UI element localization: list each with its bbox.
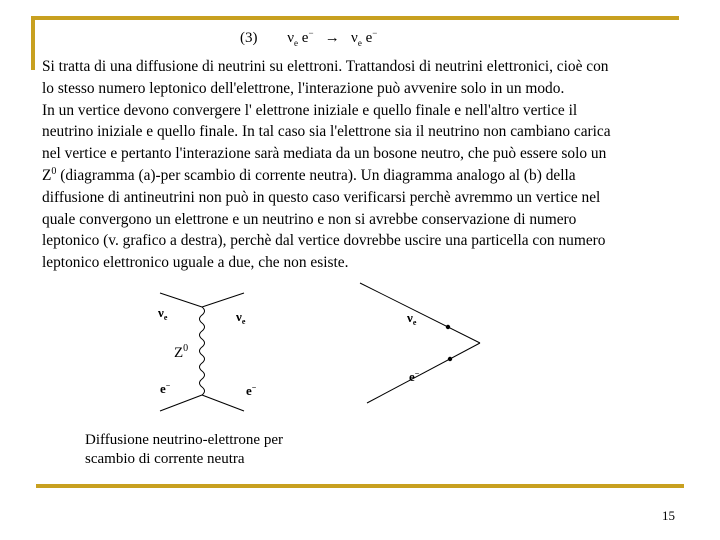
- body-line: Si tratta di una diffusione di neutrini su elettroni. Trattandosi di neutrini elettronici, cioè con: [42, 58, 609, 75]
- diagram-a-label: e−: [246, 383, 257, 398]
- feynman-diagram-neutral-current: [140, 285, 280, 420]
- electron-line: [367, 343, 480, 403]
- outgoing-neutrino-line: [202, 293, 244, 307]
- body-line: diffusione di antineutrini non può in questo caso verificarsi perchè avremmo un vertice nel: [42, 188, 601, 206]
- diagram-b-label: $\nu_e$: [407, 310, 417, 327]
- reaction-equation: [240, 28, 377, 48]
- body-line: $Z^0$ (diagramma (a)-per scambio di corrente neutra). Un diagramma analogo al (b) della: [42, 165, 576, 184]
- caption-line: scambio di corrente neutra: [85, 451, 245, 467]
- lhs-electron: e−: [301, 28, 314, 46]
- page-number: 15: [662, 508, 675, 523]
- body-line: neutrino iniziale e quello finale. In tal caso sia l'elettrone sia il neutrino non cambiano carica: [42, 123, 611, 141]
- left-decorative-bar: [31, 16, 35, 70]
- outgoing-electron-line: [202, 395, 244, 411]
- body-line: In un vertice devono convergere l' elettrone iniziale e quello finale e nell'altro vertice il: [42, 101, 578, 119]
- diagram-b-label: e−: [409, 369, 420, 384]
- arrow-marker: [446, 325, 450, 329]
- lhs-neutrino: $\nu_e$: [287, 30, 299, 48]
- body-line: quale convergono un elettrone e un neutrino e non si avrebbe conservazione di numero: [42, 210, 577, 228]
- neutrino-line: [360, 283, 480, 343]
- rhs-neutrino: $\nu_e$: [351, 30, 362, 48]
- z-boson-symbol: Z: [42, 166, 52, 184]
- caption-line: Diffusione neutrino-elettrone per: [85, 432, 283, 448]
- body-line: nel vertice e pertanto l'interazione sarà mediata da un bosone neutro, che può essere solo un: [42, 145, 607, 163]
- incoming-neutrino-line: [160, 293, 202, 307]
- body-paragraph: [42, 56, 714, 274]
- bottom-decorative-bar: [36, 484, 684, 488]
- diagram-a-boson-label: $Z^0$: [174, 343, 189, 361]
- arrow-marker: [448, 357, 452, 361]
- body-line: leptonico (v. grafico a destra), perchè dal vertice dovrebbe uscire una particella con numero: [42, 232, 606, 250]
- z-boson-propagator: [200, 307, 205, 395]
- feynman-diagram-forbidden-vertex: [355, 278, 515, 413]
- diagram-caption: [85, 431, 283, 469]
- body-line: lo stesso numero leptonico dell'elettrone, l'interazione può avvenire solo in un modo.: [42, 79, 565, 97]
- rhs-electron: e−: [365, 28, 378, 46]
- diagram-a-label: $\nu_e$: [158, 305, 168, 322]
- body-line: leptonico elettronico uguale a due, che non esiste.: [42, 254, 349, 272]
- top-decorative-bar: [31, 16, 679, 20]
- diagram-a-label: $\nu_e$: [236, 309, 246, 326]
- diagram-a-label: e−: [160, 381, 171, 396]
- incoming-electron-line: [160, 395, 202, 411]
- equation-number: (3): [240, 30, 258, 46]
- reaction-arrow: →: [324, 30, 340, 46]
